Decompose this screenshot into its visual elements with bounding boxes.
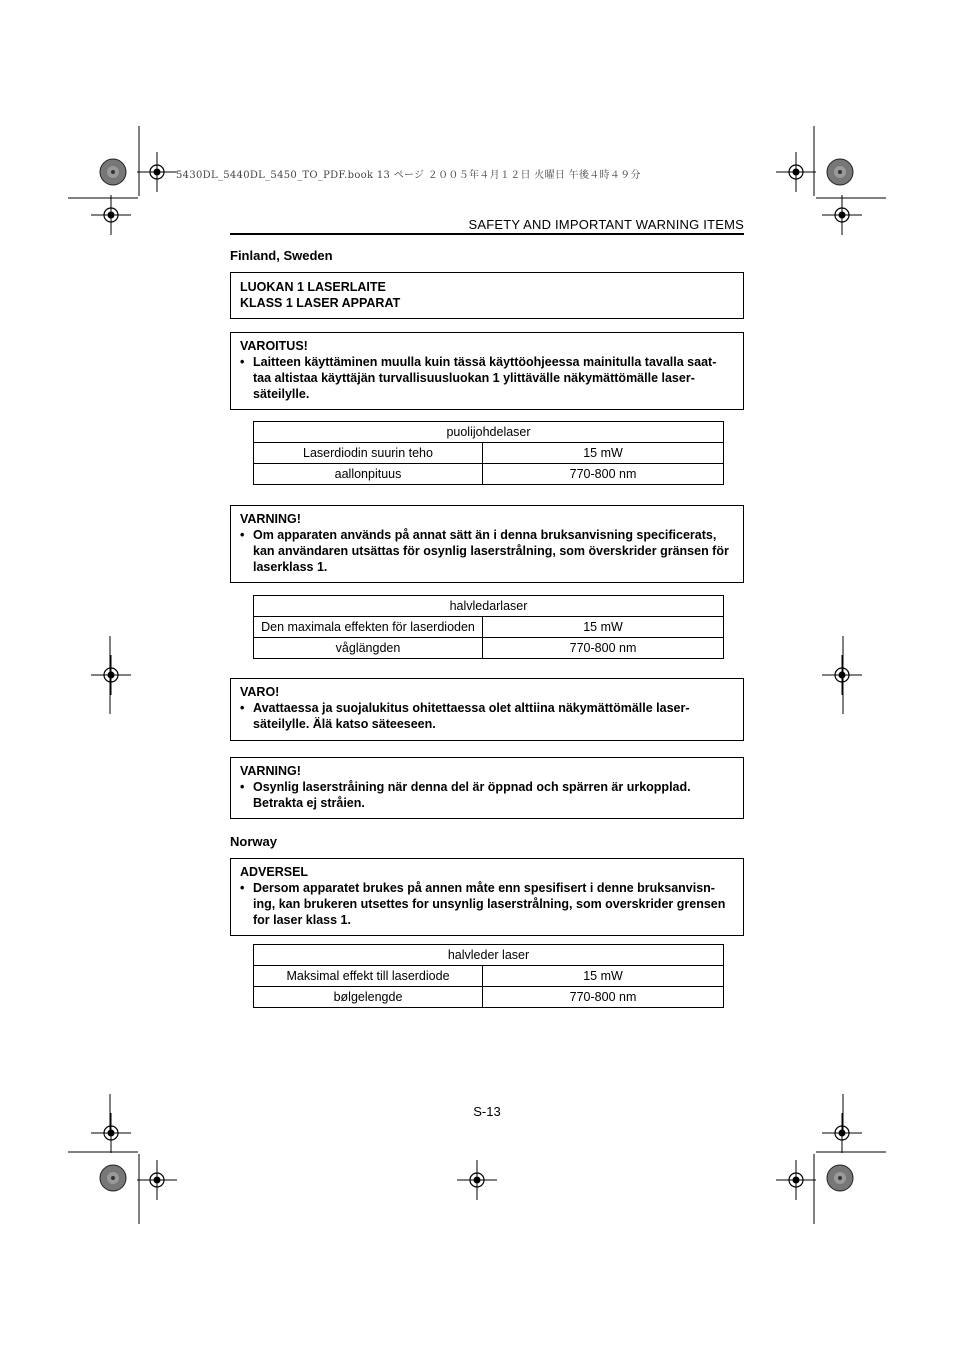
table-label: bølgelengde xyxy=(254,987,483,1008)
class-line-fi: LUOKAN 1 LASERLAITE xyxy=(240,280,386,294)
table-value: 770-800 nm xyxy=(483,638,724,659)
warning-text: Osynlig laserstråining när denna del är öppnad och spärren är urkopplad. Betrakta ej stråien. xyxy=(253,780,691,810)
warning-title: VARO! xyxy=(240,685,280,699)
bullet-icon: • xyxy=(240,701,245,715)
print-header: 5430DL_5440DL_5450_TO_PDF.book 13 ページ ２００５年４月１２日 火曜日 午後４時４９分 xyxy=(176,170,641,181)
bullet-icon: • xyxy=(240,881,245,895)
table-label: aallonpituus xyxy=(254,464,483,485)
table-value: 15 mW xyxy=(483,617,724,638)
table-label: Maksimal effekt till laserdiode xyxy=(254,966,483,987)
warning-title: VARNING! xyxy=(240,512,301,526)
table-value: 770-800 nm xyxy=(483,464,724,485)
table-label: våglängden xyxy=(254,638,483,659)
warning-text: Dersom apparatet brukes på annen måte enn spesifisert i denne bruksanvisn-ing, kan brukeren utsettes for unsynlig laserstrålning, som overskrider grensen for laser klass 1. xyxy=(253,881,726,927)
warning-title: VAROITUS! xyxy=(240,339,308,353)
heading-norway: Norway xyxy=(230,834,277,849)
bullet-icon: • xyxy=(240,780,245,794)
table-header: puolijohdelaser xyxy=(254,422,724,443)
table-label: Laserdiodin suurin teho xyxy=(254,443,483,464)
table-value: 770-800 nm xyxy=(483,987,724,1008)
section-header: SAFETY AND IMPORTANT WARNING ITEMS xyxy=(468,217,744,232)
bullet-icon: • xyxy=(240,528,245,542)
table-value: 15 mW xyxy=(483,443,724,464)
warning-title: VARNING! xyxy=(240,764,301,778)
class-line-se: KLASS 1 LASER APPARAT xyxy=(240,296,401,310)
table-header: halvledarlaser xyxy=(254,596,724,617)
table-value: 15 mW xyxy=(483,966,724,987)
warning-text: Om apparaten används på annat sätt än i denna bruksanvisning specificerats, kan användaren utsättas för osynlig laserstrålning, som överskrider gränsen för laserklass 1. xyxy=(253,528,729,574)
heading-finland-sweden: Finland, Sweden xyxy=(230,248,333,263)
warning-title: ADVERSEL xyxy=(240,865,309,879)
warning-text: Avattaessa ja suojalukitus ohitettaessa olet alttiina näkymättömälle laser-säteilylle. Älä katso säteeseen. xyxy=(253,701,690,731)
table-header: halvleder laser xyxy=(254,945,724,966)
table-label: Den maximala effekten för laserdioden xyxy=(254,617,483,638)
warning-text: Laitteen käyttäminen muulla kuin tässä käyttöohjeessa mainitulla tavalla saat-taa altistaa käyttäjän turvallisuusluokan 1 ylittävälle näkymättömälle laser-säteilylle. xyxy=(253,355,717,401)
bullet-icon: • xyxy=(240,355,245,369)
page-number: S-13 xyxy=(473,1104,501,1119)
